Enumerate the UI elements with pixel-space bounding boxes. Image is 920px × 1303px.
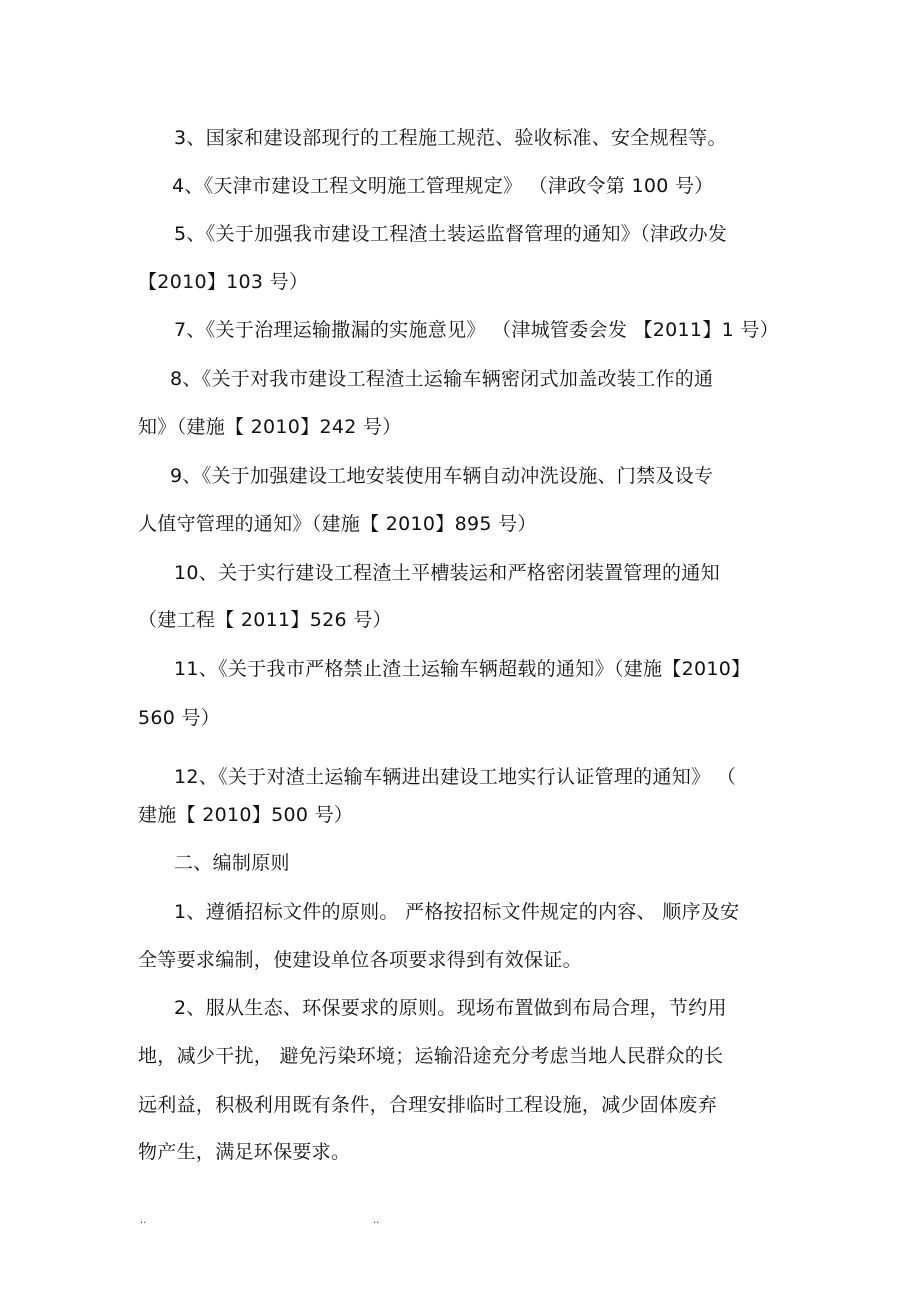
text-line: 9、《关于加强建设工地安装使用车辆自动冲洗设施、门禁及设专: [170, 465, 714, 487]
text-line: 建施【 2010】500 号）: [138, 804, 354, 826]
text-line: （建工程【 2011】526 号）: [138, 609, 392, 631]
section-heading: 二、编制原则: [174, 852, 290, 874]
text-line: 人值守管理的通知》（建施【 2010】895 号）: [138, 513, 537, 535]
text-line: 8、《关于对我市建设工程渣土运输车辆密闭式加盖改装工作的通: [170, 368, 714, 390]
footer-mark: ..: [373, 1215, 380, 1226]
text-line: 3、国家和建设部现行的工程施工规范、验收标准、安全规程等。: [174, 127, 727, 149]
footer-mark: ..: [140, 1215, 147, 1226]
text-line: 全等要求编制，使建设单位各项要求得到有效保证。: [138, 949, 582, 971]
text-line: 560 号）: [138, 707, 221, 729]
text-line: 11、《关于我市严格禁止渣土运输车辆超载的通知》（建施【2010】: [174, 658, 751, 680]
text-line: 7、《关于治理运输撒漏的实施意见》 （津城管委会发 【2011】1 号）: [174, 319, 779, 341]
text-line: 1、遵循招标文件的原则。 严格按招标文件规定的内容、 顺序及安: [174, 901, 740, 923]
text-line: 10、关于实行建设工程渣土平槽装运和严格密闭装置管理的通知: [174, 562, 720, 584]
text-line: 5、《关于加强我市建设工程渣土装运监督管理的通知》（津政办发: [174, 223, 728, 245]
text-line: 物产生，满足环保要求。: [138, 1141, 351, 1163]
text-line: 知》（建施【 2010】242 号）: [138, 416, 402, 438]
text-line: 12、《关于对渣土运输车辆进出建设工地实行认证管理的通知》 （: [174, 766, 737, 788]
text-line: 2、服从生态、环保要求的原则。现场布置做到布局合理，节约用: [174, 997, 727, 1019]
text-line: 远利益，积极利用既有条件，合理安排临时工程设施，减少固体废弃: [138, 1094, 718, 1116]
text-line: 4、《天津市建设工程文明施工管理规定》 （津政令第 100 号）: [172, 175, 714, 197]
text-line: 地，减少干扰， 避免污染环境；运输沿途充分考虑当地人民群众的长: [138, 1045, 724, 1067]
text-line: 【2010】103 号）: [138, 271, 309, 293]
